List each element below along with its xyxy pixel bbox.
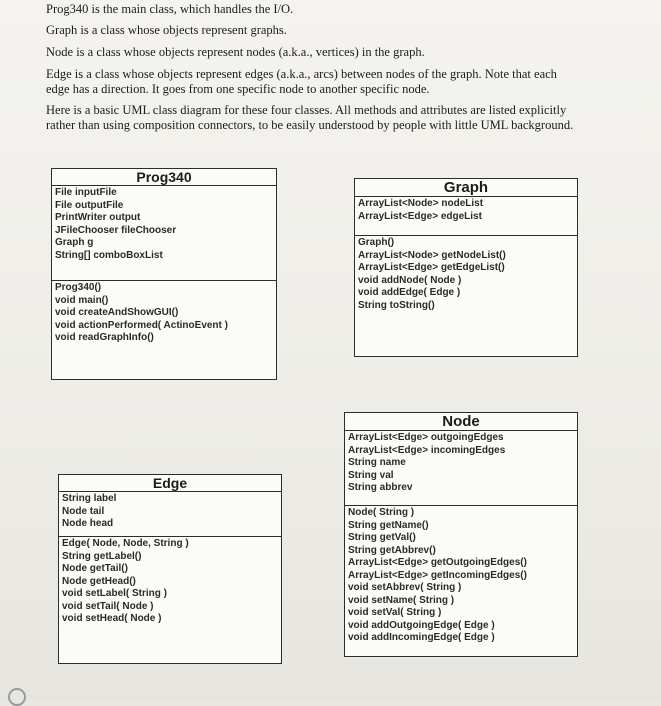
attribute: ArrayList<Node> nodeList — [358, 198, 484, 209]
method: Node( String ) — [348, 507, 415, 518]
method: ArrayList<Edge> getEdgeList() — [358, 262, 505, 273]
intro-line-3: Node is a class whose objects represent nodes (a.k.a., vertices) in the graph. — [46, 45, 425, 59]
method: String getVal() — [348, 532, 416, 543]
attribute: ArrayList<Edge> edgeList — [358, 210, 482, 222]
attribute: Graph g — [55, 237, 94, 248]
attribute: ArrayList<Edge> incomingEdges — [348, 444, 506, 456]
methods-section — [52, 281, 276, 379]
method: Graph() — [358, 237, 395, 248]
attribute: Node head — [62, 518, 114, 529]
method: void setTail( Node ) — [62, 600, 154, 612]
attributes-section — [52, 186, 276, 281]
method: void setLabel( String ) — [62, 588, 168, 599]
method: void addIncomingEdge( Edge ) — [348, 632, 495, 643]
attribute: JFileChooser fileChooser — [55, 224, 177, 236]
attribute: String name — [348, 457, 406, 468]
attribute: File inputFile — [55, 187, 117, 198]
method: void readGraphInfo() — [55, 332, 154, 343]
attribute: String abbrev — [348, 482, 413, 493]
attributes-section — [345, 431, 577, 506]
method: void createAndShowGUI() — [55, 307, 179, 318]
method: String getLabel() — [62, 550, 142, 562]
method: String toString() — [358, 299, 435, 311]
method: ArrayList<Node> getNodeList() — [358, 249, 506, 261]
uml-class-edge — [58, 474, 282, 664]
attribute: File outputFile — [55, 199, 124, 211]
intro-line-2: Graph is a class whose objects represent graphs. — [46, 23, 287, 37]
method: Prog340() — [55, 282, 102, 293]
methods-section — [355, 236, 577, 356]
uml-class-node — [344, 412, 578, 657]
attribute: ArrayList<Edge> outgoingEdges — [348, 432, 504, 443]
attributes-section — [355, 197, 577, 236]
method: void actionPerformed( ActinoEvent ) — [55, 319, 228, 331]
uml-class-prog340 — [51, 168, 277, 380]
method: String getName() — [348, 519, 429, 531]
method: void addNode( Node ) — [358, 274, 462, 286]
attribute: String label — [62, 493, 117, 504]
attribute: Node tail — [62, 505, 105, 517]
methods-section — [59, 537, 281, 663]
intro-line-1: Prog340 is the main class, which handles the I/O. — [46, 2, 294, 16]
method: Node getHead() — [62, 575, 136, 587]
intro-line-7: rather than using composition connectors, to be easily understood by people with little UML background. — [46, 118, 574, 132]
method: void addEdge( Edge ) — [358, 287, 461, 298]
method: void setName( String ) — [348, 594, 455, 606]
class-name: Prog340 — [52, 169, 276, 186]
class-name: Graph — [355, 179, 577, 197]
attributes-section — [59, 492, 281, 537]
method: void setVal( String ) — [348, 607, 442, 618]
uml-class-graph — [354, 178, 578, 357]
method: void addOutgoingEdge( Edge ) — [348, 619, 495, 631]
attribute: String val — [348, 469, 394, 481]
method: void setHead( Node ) — [62, 613, 162, 624]
class-name: Node — [345, 413, 577, 431]
method: Node getTail() — [62, 563, 128, 574]
method: void main() — [55, 294, 109, 306]
intro-line-4: Edge is a class whose objects represent edges (a.k.a., arcs) between nodes of the graph. Note that each — [46, 67, 557, 81]
method: String getAbbrev() — [348, 544, 436, 556]
intro-line-6: Here is a basic UML class diagram for these four classes. All methods and attributes are listed explicitly — [46, 103, 567, 117]
method: Edge( Node, Node, String ) — [62, 538, 189, 549]
methods-section — [345, 506, 577, 656]
circle-icon — [8, 688, 26, 706]
method: void setAbbrev( String ) — [348, 582, 462, 593]
attribute: PrintWriter output — [55, 212, 141, 223]
method: ArrayList<Edge> getIncomingEdges() — [348, 569, 527, 581]
attribute: String[] comboBoxList — [55, 249, 163, 261]
class-name: Edge — [59, 475, 281, 492]
method: ArrayList<Edge> getOutgoingEdges() — [348, 557, 527, 568]
intro-line-5: edge has a direction. It goes from one specific node to another specific node. — [46, 82, 430, 96]
